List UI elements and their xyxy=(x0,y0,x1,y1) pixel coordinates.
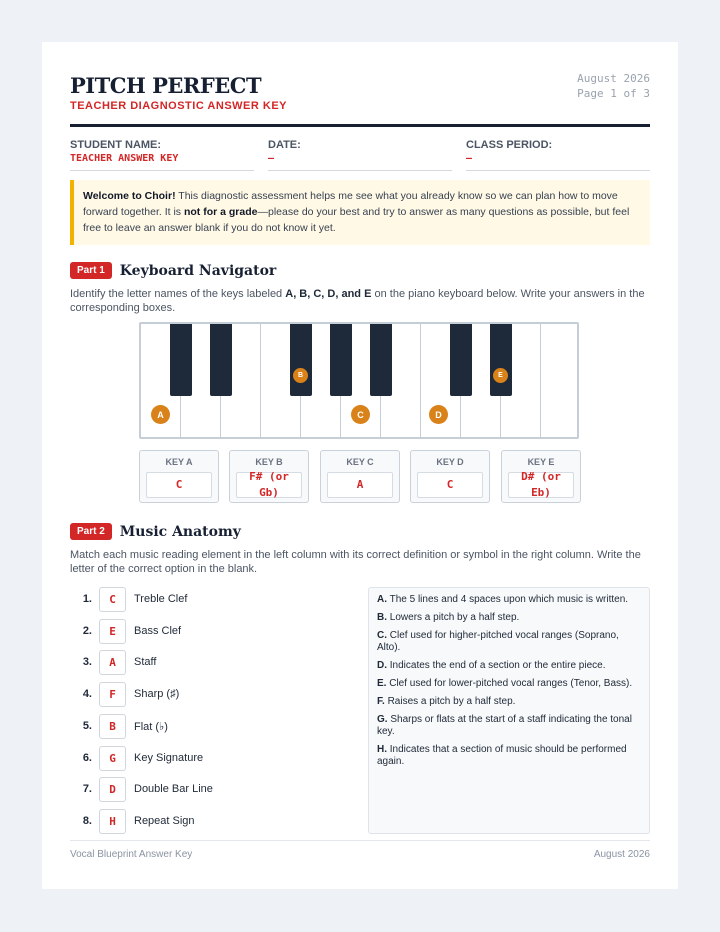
field-label: DATE: xyxy=(268,139,301,151)
student-name-field[interactable] xyxy=(70,139,254,171)
definition-letter: D. xyxy=(377,660,387,671)
field-value: TEACHER ANSWER KEY xyxy=(70,153,179,164)
worksheet-page xyxy=(42,42,678,889)
key-marker-b: B xyxy=(293,368,308,383)
black-key[interactable] xyxy=(330,324,352,396)
match-answer-blank[interactable]: G xyxy=(99,746,126,771)
match-term: Treble Clef xyxy=(134,593,188,605)
key-marker-a: A xyxy=(151,405,170,424)
definition-letter: C. xyxy=(377,630,387,641)
match-row xyxy=(70,713,360,739)
definition-item xyxy=(377,714,641,738)
part1-instructions xyxy=(70,287,650,315)
match-row xyxy=(70,776,360,802)
field-value: — xyxy=(466,153,473,164)
part2-instructions: Match each music reading element in the left column with its correct definition or symbol in the right column. Write the letter of the correct option in the blank. xyxy=(70,549,641,575)
match-answer-blank[interactable]: C xyxy=(99,587,126,612)
welcome-callout xyxy=(70,180,650,245)
header-date: August 2026 xyxy=(577,72,650,85)
match-row xyxy=(70,808,360,834)
white-key[interactable] xyxy=(541,324,581,437)
match-number: 5. xyxy=(82,720,92,732)
key-answer-input[interactable]: A xyxy=(327,472,393,498)
match-row xyxy=(70,586,360,612)
footer-rule xyxy=(70,840,650,841)
black-key[interactable] xyxy=(370,324,392,396)
part1-heading xyxy=(70,262,276,279)
key-marker-d: D xyxy=(429,405,448,424)
match-number: 1. xyxy=(82,593,92,605)
match-row xyxy=(70,618,360,644)
date-field[interactable] xyxy=(268,139,452,171)
definition-text: The 5 lines and 4 spaces upon which music is written. xyxy=(389,594,629,605)
key-label: KEY B xyxy=(255,457,283,467)
definition-letter: G. xyxy=(377,714,388,725)
key-marker-c: C xyxy=(351,405,370,424)
match-number: 6. xyxy=(82,752,92,764)
match-row xyxy=(70,681,360,707)
match-answer-blank[interactable]: B xyxy=(99,714,126,739)
definitions-panel xyxy=(368,587,650,834)
key-answer-box xyxy=(320,450,400,503)
match-row xyxy=(70,649,360,675)
definition-letter: A. xyxy=(377,594,387,605)
key-answer-box xyxy=(501,450,581,503)
match-term: Key Signature xyxy=(134,752,204,764)
black-key[interactable] xyxy=(290,324,312,396)
key-label: KEY D xyxy=(436,457,464,467)
definition-text: Sharps or flats at the start of a staff indicating the tonal key. xyxy=(377,714,632,737)
field-value: — xyxy=(268,153,275,164)
definition-letter: E. xyxy=(377,678,387,689)
footer-left: Vocal Blueprint Answer Key xyxy=(70,849,193,860)
footer-right: August 2026 xyxy=(593,849,650,860)
key-answer-input[interactable]: D# (or Eb) xyxy=(508,472,574,498)
part1-title: Keyboard Navigator xyxy=(119,262,277,279)
match-term: Double Bar Line xyxy=(134,783,213,795)
match-term: Repeat Sign xyxy=(134,815,195,827)
definition-text: Raises a pitch by a half step. xyxy=(387,696,516,707)
key-label: KEY A xyxy=(165,457,193,467)
piano-keyboard xyxy=(139,322,579,439)
key-marker-e: E xyxy=(493,368,508,383)
definition-letter: H. xyxy=(377,744,387,755)
definition-item xyxy=(377,630,641,654)
match-number: 7. xyxy=(82,783,92,795)
definition-text: Lowers a pitch by a half step. xyxy=(389,612,520,623)
definition-item xyxy=(377,744,641,768)
match-term: Bass Clef xyxy=(134,625,182,637)
key-label: KEY C xyxy=(346,457,374,467)
page-number: Page 1 of 3 xyxy=(577,87,650,100)
field-label: CLASS PERIOD: xyxy=(466,139,553,151)
match-term: Flat (♭) xyxy=(134,720,168,733)
instr-text: Identify the letter names of the keys labeled xyxy=(70,288,286,300)
definition-item xyxy=(377,612,641,624)
instr-text: on the piano keyboard below. Write your answers in the corresponding boxes. xyxy=(70,288,645,314)
callout-lead: Welcome to Choir! xyxy=(83,190,176,202)
page-title: PITCH PERFECT xyxy=(70,73,262,98)
match-number: 3. xyxy=(82,656,92,668)
key-answer-box xyxy=(410,450,490,503)
part2-badge: Part 2 xyxy=(70,523,112,540)
instr-bold: A, B, C, D, and E xyxy=(285,288,372,300)
match-term: Sharp (♯) xyxy=(134,688,180,700)
header-meta xyxy=(577,71,650,101)
part1-badge: Part 1 xyxy=(70,262,112,279)
match-row xyxy=(70,745,360,771)
key-answer-input[interactable]: C xyxy=(146,472,212,498)
match-term: Staff xyxy=(134,656,157,668)
field-label: STUDENT NAME: xyxy=(70,139,162,151)
definition-text: Indicates the end of a section or the entire piece. xyxy=(389,660,606,671)
match-answer-blank[interactable]: E xyxy=(99,619,126,644)
header-rule xyxy=(70,124,650,127)
definition-item xyxy=(377,594,641,606)
definition-text: Indicates that a section of music should be performed again. xyxy=(377,744,627,767)
match-number: 8. xyxy=(82,815,92,827)
black-key[interactable] xyxy=(170,324,192,396)
definition-item xyxy=(377,678,641,690)
callout-bold: not for a grade xyxy=(183,206,258,218)
definition-text: Clef used for higher-pitched vocal ranges (Soprano, Alto). xyxy=(377,630,619,653)
black-key[interactable] xyxy=(450,324,472,396)
key-answer-input[interactable]: F# (or Gb) xyxy=(236,472,302,498)
match-number: 4. xyxy=(82,688,92,700)
match-answer-blank[interactable]: F xyxy=(99,682,126,707)
part2-title: Music Anatomy xyxy=(119,523,241,540)
definition-item xyxy=(377,660,641,672)
black-key[interactable] xyxy=(490,324,512,396)
definition-letter: F. xyxy=(377,696,385,707)
match-number: 2. xyxy=(82,625,92,637)
definition-item xyxy=(377,696,641,708)
key-answer-box xyxy=(139,450,219,503)
match-answer-blank[interactable]: H xyxy=(99,809,126,834)
callout-text: —please do your best and try to answer as many questions as possible, but feel free to leave an answer blank if you do not know it yet. xyxy=(83,206,630,234)
match-answer-blank[interactable]: D xyxy=(99,777,126,802)
key-label: KEY E xyxy=(527,457,555,467)
match-answer-blank[interactable]: A xyxy=(99,650,126,675)
definition-text: Clef used for lower-pitched vocal ranges (Tenor, Bass). xyxy=(389,678,633,689)
part2-heading xyxy=(70,523,241,540)
page-subtitle: TEACHER DIAGNOSTIC ANSWER KEY xyxy=(70,100,287,112)
class-period-field[interactable] xyxy=(466,139,650,171)
key-answer-box xyxy=(229,450,309,503)
black-key[interactable] xyxy=(210,324,232,396)
key-answer-input[interactable]: C xyxy=(417,472,483,498)
callout-text: This diagnostic assessment helps me see what you already know so we can plan how to move forward together. It is xyxy=(83,190,618,218)
definition-letter: B. xyxy=(377,612,387,623)
